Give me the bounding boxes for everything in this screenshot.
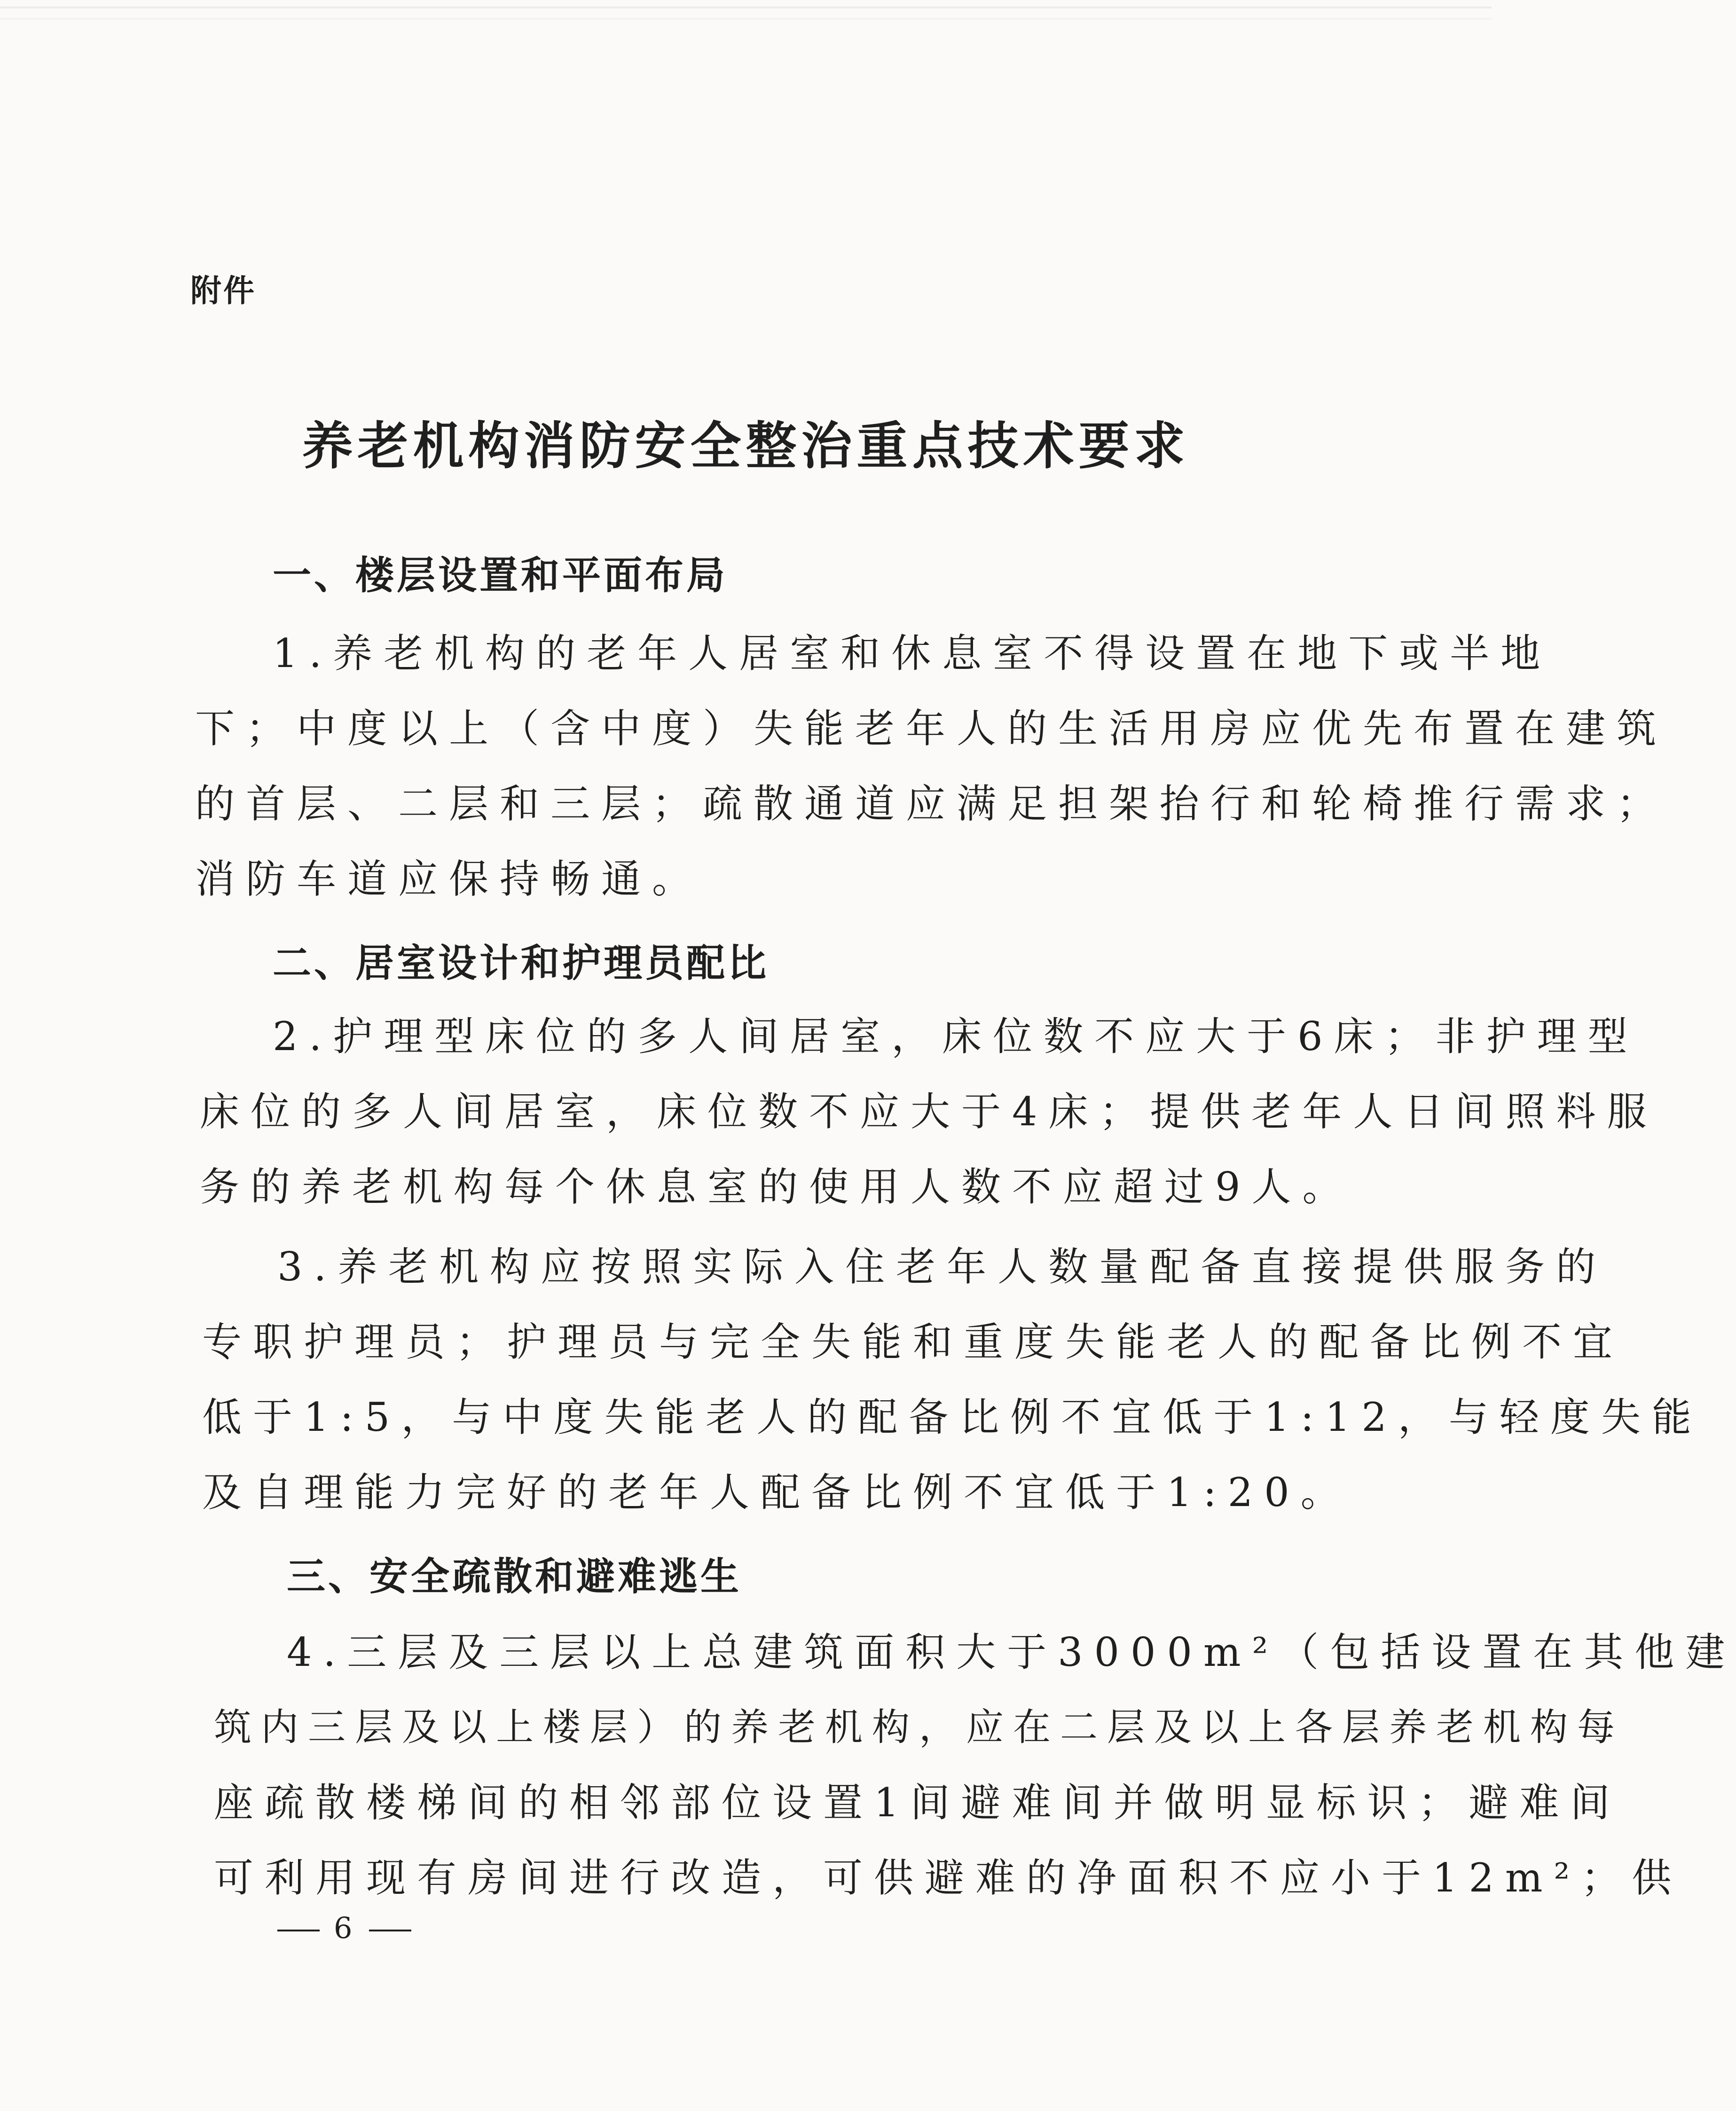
scan-edge-mark: [0, 18, 1492, 20]
paragraph-line: 可利用现有房间进行改造，可供避难的净面积不应小于12m²；供: [214, 1855, 1683, 1901]
scan-edge-mark: [0, 7, 1492, 8]
page-number-dash: [369, 1930, 411, 1931]
paragraph-line: 的首层、二层和三层；疏散通道应满足担架抬行和轮椅推行需求；: [195, 781, 1668, 827]
paragraph-line: 消防车道应保持畅通。: [195, 856, 703, 902]
paragraph-line: 1.养老机构的老年人居室和休息室不得设置在地下或半地: [273, 630, 1552, 676]
paragraph-line: 筑内三层及以上楼层）的养老机构，应在二层及以上各层养老机构每: [214, 1705, 1624, 1749]
paragraph-line: 座疏散楼梯间的相邻部位设置1间避难间并做明显标识；避难间: [214, 1780, 1621, 1826]
attachment-label: 附件: [190, 273, 256, 309]
paragraph-line: 及自理能力完好的老年人配备比例不宜低于1:20。: [202, 1469, 1351, 1515]
paragraph-line: 3.养老机构应按照实际入住老年人数量配备直接提供服务的: [277, 1244, 1607, 1290]
section-heading: 一、楼层设置和平面布局: [273, 553, 728, 598]
paragraph-line: 下；中度以上（含中度）失能老年人的生活用房应优先布置在建筑: [195, 706, 1668, 752]
section-heading: 三、安全疏散和避难逃生: [287, 1554, 742, 1599]
paragraph-line: 床位的多人间居室，床位数不应大于4床；提供老年人日间照料服: [200, 1089, 1658, 1135]
page-number: [263, 1911, 425, 1945]
paragraph-line: 4.三层及三层以上总建筑面积大于3000m²（包括设置在其他建: [287, 1629, 1736, 1675]
page-number-value: 6: [334, 1911, 355, 1945]
paragraph-line: 2.护理型床位的多人间居室，床位数不应大于6床；非护理型: [273, 1013, 1639, 1059]
page-number-dash: [277, 1930, 320, 1931]
section-heading: 二、居室设计和护理员配比: [273, 941, 770, 986]
document-title: 养老机构消防安全整治重点技术要求: [302, 416, 1190, 476]
paragraph-line: 务的养老机构每个休息室的使用人数不应超过9人。: [200, 1164, 1353, 1210]
paragraph-line: 专职护理员；护理员与完全失能和重度失能老人的配备比例不宜: [202, 1319, 1624, 1365]
paragraph-line: 低于1:5，与中度失能老人的配备比例不宜低于1:12，与轻度失能: [202, 1394, 1703, 1440]
